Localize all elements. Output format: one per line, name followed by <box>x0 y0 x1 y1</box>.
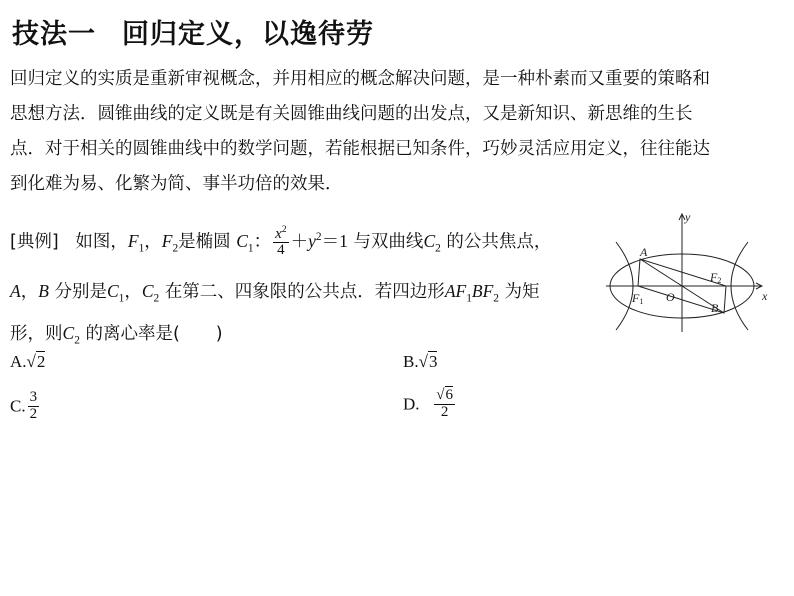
punct: ， <box>144 231 162 252</box>
example-line-2 <box>10 276 590 318</box>
fraction-denominator: 2 <box>440 403 449 420</box>
title-part1: 技法一 <box>12 19 96 50</box>
example-problem <box>10 222 590 360</box>
punct: ， <box>20 282 39 302</box>
math-sub: 1 <box>118 292 125 305</box>
example-line-1 <box>10 222 590 276</box>
math-num: 4 <box>277 242 285 259</box>
example-text: 在第二、四象限的公共点．若四边形 <box>164 282 445 302</box>
title-part2: 回归定义，以逸待劳 <box>122 19 374 50</box>
math-var: y <box>308 230 316 251</box>
focus-f1-label: F1 <box>632 291 644 306</box>
point-b-label: B <box>711 301 719 315</box>
intro-line: 回归定义的实质是重新审视概念，并用相应的概念解决问题，是一种朴素而又重要的策略和 <box>10 69 710 89</box>
option-value-fraction: $\frac{√6}{2}$ <box>436 387 454 420</box>
example-text: 的公共焦点， <box>446 231 552 252</box>
page-title <box>12 12 374 51</box>
option-label: A. <box>10 352 27 371</box>
intro-line: 思想方法．圆锥曲线的定义既是有关圆锥曲线问题的出发点，又是新知识、新思维的生长 <box>10 104 693 124</box>
option-label: B. <box>403 352 419 371</box>
option-value-fraction <box>28 390 40 423</box>
math-var: C <box>236 230 248 251</box>
figure-svg <box>602 208 772 336</box>
punct: ： <box>253 231 272 252</box>
math-sub: 2 <box>74 334 80 347</box>
option-c[interactable] <box>10 390 41 423</box>
math-sub: 1 <box>247 242 254 255</box>
x-axis-label: x <box>762 289 768 303</box>
math-var: F <box>161 230 173 251</box>
example-text: 与双曲线 <box>353 231 424 252</box>
example-line-3 <box>10 318 590 360</box>
fraction-x2-over-4 <box>273 225 289 260</box>
option-value: 2 <box>36 352 46 371</box>
math-op: ＋ <box>290 231 309 252</box>
example-text: 的离心率是( <box>85 324 180 344</box>
example-text: 是椭圆 <box>178 231 231 252</box>
option-d[interactable] <box>403 388 457 421</box>
math-var: C <box>62 323 75 343</box>
fraction-numerator: 6 <box>445 387 454 403</box>
math-op: ＝1 <box>321 230 348 251</box>
math-sub: 2 <box>153 292 160 305</box>
math-var: C <box>106 281 119 301</box>
fraction-denominator: 2 <box>29 405 38 422</box>
example-text: 如图， <box>75 231 128 252</box>
origin-label: O <box>666 290 675 304</box>
fraction-numerator: 3 <box>29 389 38 405</box>
option-b[interactable]: B.√3 <box>403 352 438 371</box>
math-sup: 2 <box>315 231 322 243</box>
point-a-label: A <box>640 245 648 259</box>
example-text: 形，则 <box>10 324 63 344</box>
example-text: 分别是 <box>54 282 107 302</box>
math-sub: 1 <box>138 242 145 255</box>
option-a[interactable]: A.√2 <box>10 352 46 371</box>
math-var: B <box>38 281 49 301</box>
example-text: 为矩 <box>504 282 540 302</box>
math-sub: 2 <box>493 292 499 305</box>
math-sub: 2 <box>172 242 179 255</box>
math-var: C <box>423 230 436 251</box>
focus-f2-label: F2 <box>710 270 722 285</box>
math-var: A <box>10 281 21 301</box>
math-var: x <box>275 225 282 242</box>
intro-paragraph <box>10 64 780 204</box>
intro-line: 点．对于相关的圆锥曲线中的数学问题，若能根据已知条件，巧妙灵活应用定义，往往能达 <box>10 139 710 159</box>
option-label: D. <box>403 394 420 414</box>
punct: ， <box>124 282 142 302</box>
math-sub: 1 <box>466 292 472 305</box>
math-var: C <box>141 281 154 301</box>
ellipse-hyperbola-figure <box>602 208 772 336</box>
option-label: C. <box>10 396 26 416</box>
example-text: ) <box>215 324 223 344</box>
math-sub: 2 <box>435 242 441 255</box>
y-axis-label: y <box>685 210 691 224</box>
option-value: 3 <box>428 352 438 371</box>
math-var: BF <box>471 281 494 301</box>
math-sup: 2 <box>281 223 287 235</box>
example-tag: [典例] <box>10 231 59 252</box>
intro-line: 到化难为易、化繁为简、事半功倍的效果． <box>10 174 343 194</box>
math-var: F <box>127 230 139 251</box>
math-var: AF <box>444 281 467 301</box>
